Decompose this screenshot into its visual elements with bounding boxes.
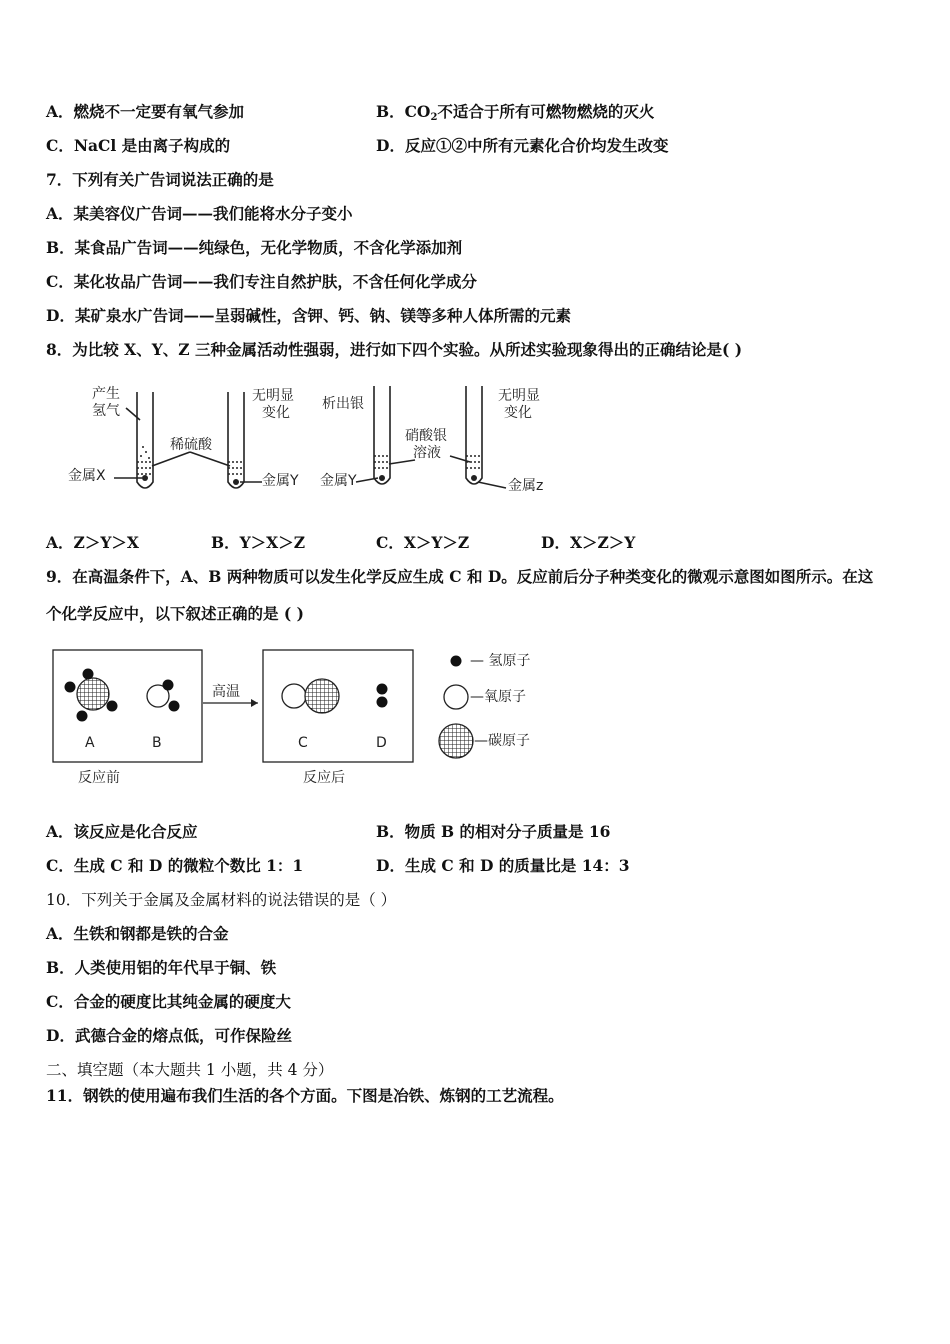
q7-option-b: B．某食品广告词——纯绿色，无化学物质，不含化学添加剂 bbox=[46, 238, 463, 257]
q7-option-c: C．某化妆品广告词——我们专注自然护肤，不含任何化学成分 bbox=[46, 272, 477, 291]
section-2-title: 二、填空题（本大题共 1 小题，共 4 分） bbox=[46, 1061, 334, 1079]
legend-carbon-circle bbox=[439, 724, 473, 758]
q8-option-d: D．X＞Z＞Y bbox=[541, 533, 636, 552]
q9-option-d: D．生成 C 和 D 的质量比是 14：3 bbox=[376, 856, 630, 875]
tube4-note-line1: 无明显 bbox=[498, 388, 540, 404]
oxygen-atom-c bbox=[282, 684, 306, 708]
q10-option-d: D．武德合金的熔点低，可作保险丝 bbox=[46, 1026, 292, 1045]
legend-hydrogen-label: — 氢原子 bbox=[470, 653, 531, 669]
silver-nitrate-line2: 溶液 bbox=[413, 445, 441, 461]
tube1-note-line1: 产生 bbox=[92, 386, 120, 402]
label-d: D bbox=[376, 735, 387, 751]
legend-oxygen-circle bbox=[444, 685, 468, 709]
after-label: 反应后 bbox=[303, 770, 345, 786]
q9-option-c: C．生成 C 和 D 的微粒个数比 1：1 bbox=[46, 856, 304, 875]
before-box bbox=[53, 650, 202, 762]
q10-option-c: C．合金的硬度比其纯金属的硬度大 bbox=[46, 992, 291, 1011]
tube2-note-line2: 变化 bbox=[262, 405, 290, 421]
legend-carbon-label: —碳原子 bbox=[474, 733, 530, 749]
metal-y-label-1: 金属Y bbox=[262, 473, 299, 489]
tube3-note: 析出银 bbox=[322, 396, 364, 412]
high-temp-label: 高温 bbox=[212, 684, 240, 700]
legend-hydrogen-dot bbox=[451, 656, 462, 667]
q9-stem-line2: 个化学反应中，以下叙述正确的是 ( ) bbox=[46, 604, 304, 623]
tube2-note-line1: 无明显 bbox=[252, 388, 294, 404]
q11-stem: 11．钢铁的使用遍布我们生活的各个方面。下图是冶铁、炼钢的工艺流程。 bbox=[46, 1086, 564, 1105]
q7-stem: 7．下列有关广告词说法正确的是 bbox=[46, 170, 274, 189]
metal-z-label: 金属z bbox=[508, 478, 544, 494]
silver-nitrate-line1: 硝酸银 bbox=[405, 428, 447, 444]
carbon-atom-a bbox=[77, 678, 109, 710]
q9-stem-line1: 9．在高温条件下，A、B 两种物质可以发生化学反应生成 C 和 D。反应前后分子种类变化的微观示意图如图所示。在这 bbox=[46, 567, 874, 586]
q10-stem: 10．下列关于金属及金属材料的说法错误的是（ ） bbox=[46, 891, 397, 909]
q10-option-b: B．人类使用铝的年代早于铜、铁 bbox=[46, 958, 277, 977]
label-c: C bbox=[298, 735, 308, 751]
label-a: A bbox=[85, 735, 95, 751]
legend-oxygen-label: —氧原子 bbox=[470, 689, 526, 705]
tube4-note-line2: 变化 bbox=[504, 405, 532, 421]
q8-stem: 8．为比较 X、Y、Z 三种金属活动性强弱，进行如下四个实验。从所述实验现象得出的正确结论是( ) bbox=[46, 340, 743, 359]
q9-option-a: A．该反应是化合反应 bbox=[46, 822, 198, 841]
q6-option-c: C．NaCl 是由离子构成的 bbox=[46, 136, 231, 155]
q8-option-b: B．Y＞X＞Z bbox=[211, 533, 306, 552]
q10-option-a: A．生铁和钢都是铁的合金 bbox=[46, 924, 229, 943]
q8-option-c: C．X＞Y＞Z bbox=[376, 533, 470, 552]
q7-option-a: A．某美容仪广告词——我们能将水分子变小 bbox=[46, 204, 353, 223]
after-box bbox=[263, 650, 413, 762]
q9-option-b: B．物质 B 的相对分子质量是 16 bbox=[376, 822, 611, 841]
label-b: B bbox=[152, 735, 162, 751]
carbon-atom-c bbox=[305, 679, 339, 713]
q8-option-a: A．Z＞Y＞X bbox=[46, 533, 139, 552]
q6-option-b: B．$CO_2$不适合于所有可燃物燃烧的灭火 bbox=[376, 102, 655, 123]
q6-option-d: D．反应①②中所有元素化合价均发生改变 bbox=[376, 136, 669, 155]
tube1-note-line2: 氢气 bbox=[92, 403, 120, 419]
q7-option-d: D．某矿泉水广告词——呈弱碱性，含钾、钙、钠、镁等多种人体所需的元素 bbox=[46, 306, 571, 325]
metal-y-label-2: 金属Y bbox=[320, 473, 357, 489]
before-label: 反应前 bbox=[78, 770, 120, 786]
q6-option-a: A．燃烧不一定要有氧气参加 bbox=[46, 102, 245, 121]
acid-label: 稀硫酸 bbox=[170, 437, 212, 453]
metal-x-label: 金属X bbox=[68, 468, 106, 484]
